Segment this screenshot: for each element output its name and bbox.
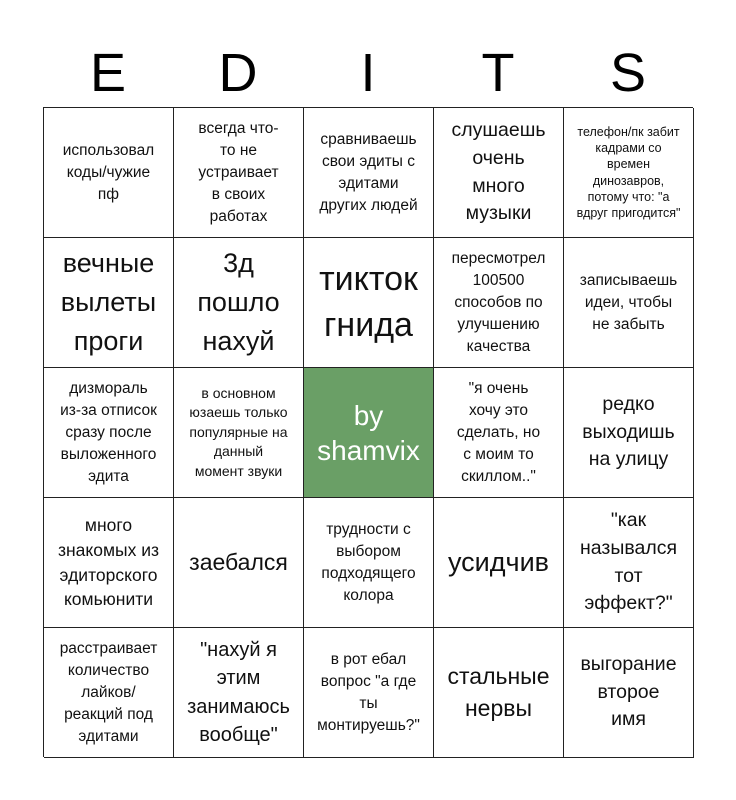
title-letter: T <box>481 43 515 103</box>
title-letter: S <box>609 43 647 103</box>
bingo-cell[interactable]: трудности с выбором подходящего колора <box>304 498 434 628</box>
bingo-board <box>43 107 693 757</box>
bingo-cell[interactable]: усидчив <box>434 498 564 628</box>
bingo-cell[interactable]: телефон/пк забит кадрами со времен динозавров, потому что: "а вдруг пригодится" <box>564 108 694 238</box>
bingo-cell[interactable]: тикток гнида <box>304 238 434 368</box>
bingo-cell[interactable]: использовал коды/чужие пф <box>44 108 174 238</box>
title-letter: I <box>360 43 376 103</box>
bingo-cell[interactable]: пересмотрел 100500 способов по улучшению качества <box>434 238 564 368</box>
bingo-cell[interactable]: редко выходишь на улицу <box>564 368 694 498</box>
bingo-cell[interactable]: "как назывался тот эффект?" <box>564 498 694 628</box>
bingo-cell[interactable]: заебался <box>174 498 304 628</box>
title-letter: E <box>89 43 127 103</box>
bingo-cell[interactable]: много знакомых из эдиторского комьюнити <box>44 498 174 628</box>
bingo-cell[interactable]: вечные вылеты проги <box>44 238 174 368</box>
title-letter: D <box>218 43 258 103</box>
bingo-cell[interactable]: всегда что- то не устраивает в своих работах <box>174 108 304 238</box>
bingo-cell[interactable]: 3д пошло нахуй <box>174 238 304 368</box>
bingo-cell[interactable]: дизмораль из-за отписок сразу после выложенного эдита <box>44 368 174 498</box>
bingo-cell[interactable]: "нахуй я этим занимаюсь вообще" <box>174 628 304 758</box>
bingo-cell[interactable]: расстраивает количество лайков/ реакций под эдитами <box>44 628 174 758</box>
free-cell[interactable]: by shamvix <box>304 368 434 498</box>
bingo-cell[interactable]: "я очень хочу это сделать, но с моим то скиллом.." <box>434 368 564 498</box>
bingo-cell[interactable]: сравниваешь свои эдиты с эдитами других людей <box>304 108 434 238</box>
bingo-title <box>43 40 693 106</box>
bingo-cell[interactable]: выгорание второе имя <box>564 628 694 758</box>
bingo-cell[interactable]: в рот ебал вопрос "а где ты монтируешь?" <box>304 628 434 758</box>
bingo-cell[interactable]: слушаешь очень много музыки <box>434 108 564 238</box>
bingo-cell[interactable]: стальные нервы <box>434 628 564 758</box>
bingo-cell[interactable]: записываешь идеи, чтобы не забыть <box>564 238 694 368</box>
bingo-cell[interactable]: в основном юзаешь только популярные на данный момент звуки <box>174 368 304 498</box>
